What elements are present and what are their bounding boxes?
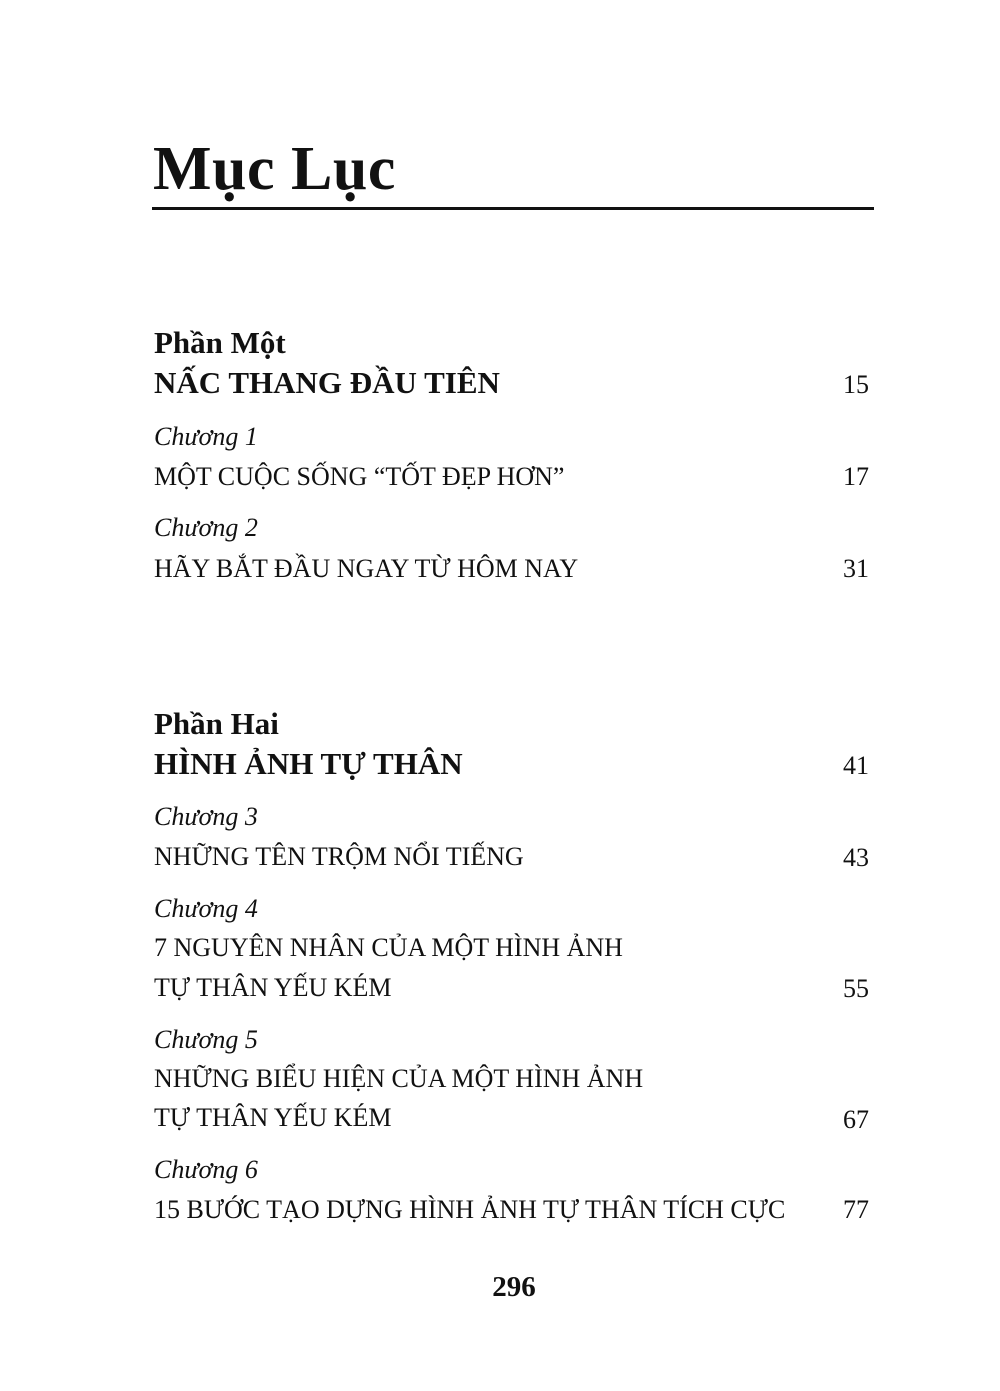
chapter-1-page-number: 17 bbox=[843, 462, 869, 491]
chapter-6-label: Chương 6 bbox=[154, 1155, 258, 1184]
chapter-5-label: Chương 5 bbox=[154, 1025, 258, 1054]
page-title: Mục Lục bbox=[153, 135, 396, 203]
chapter-4-title-line-2: TỰ THÂN YẾU KÉM bbox=[154, 973, 392, 1002]
chapter-1-title: MỘT CUỘC SỐNG “TỐT ĐẸP HƠN” bbox=[154, 462, 565, 491]
part-1-label: Phần Một bbox=[154, 325, 286, 360]
chapter-4-label: Chương 4 bbox=[154, 894, 258, 923]
chapter-5-title-line-2: TỰ THÂN YẾU KÉM bbox=[154, 1103, 392, 1132]
chapter-4-page-number: 55 bbox=[843, 974, 869, 1003]
chapter-2-page-number: 31 bbox=[843, 554, 869, 583]
chapter-3-label: Chương 3 bbox=[154, 802, 258, 831]
footer-page-number: 296 bbox=[492, 1271, 536, 1303]
chapter-4-title-line-1: 7 NGUYÊN NHÂN CỦA MỘT HÌNH ẢNH bbox=[154, 933, 623, 962]
part-2-title: HÌNH ẢNH TỰ THÂN bbox=[154, 746, 463, 781]
chapter-5-page-number: 67 bbox=[843, 1105, 869, 1134]
part-2-label: Phần Hai bbox=[154, 706, 279, 741]
chapter-6-title: 15 BƯỚC TẠO DỰNG HÌNH ẢNH TỰ THÂN TÍCH CỰC bbox=[154, 1195, 786, 1224]
part-1-page-number: 15 bbox=[843, 370, 869, 399]
part-1-title: NẤC THANG ĐẦU TIÊN bbox=[154, 365, 500, 400]
chapter-6-page-number: 77 bbox=[843, 1195, 869, 1224]
part-2-page-number: 41 bbox=[843, 751, 869, 780]
chapter-5-title-line-1: NHỮNG BIỂU HIỆN CỦA MỘT HÌNH ẢNH bbox=[154, 1064, 644, 1093]
chapter-2-label: Chương 2 bbox=[154, 513, 258, 542]
chapter-1-label: Chương 1 bbox=[154, 422, 258, 451]
chapter-3-page-number: 43 bbox=[843, 843, 869, 872]
chapter-3-title: NHỮNG TÊN TRỘM NỔI TIẾNG bbox=[154, 842, 524, 871]
chapter-2-title: HÃY BẮT ĐẦU NGAY TỪ HÔM NAY bbox=[154, 554, 579, 583]
title-divider bbox=[152, 207, 874, 210]
